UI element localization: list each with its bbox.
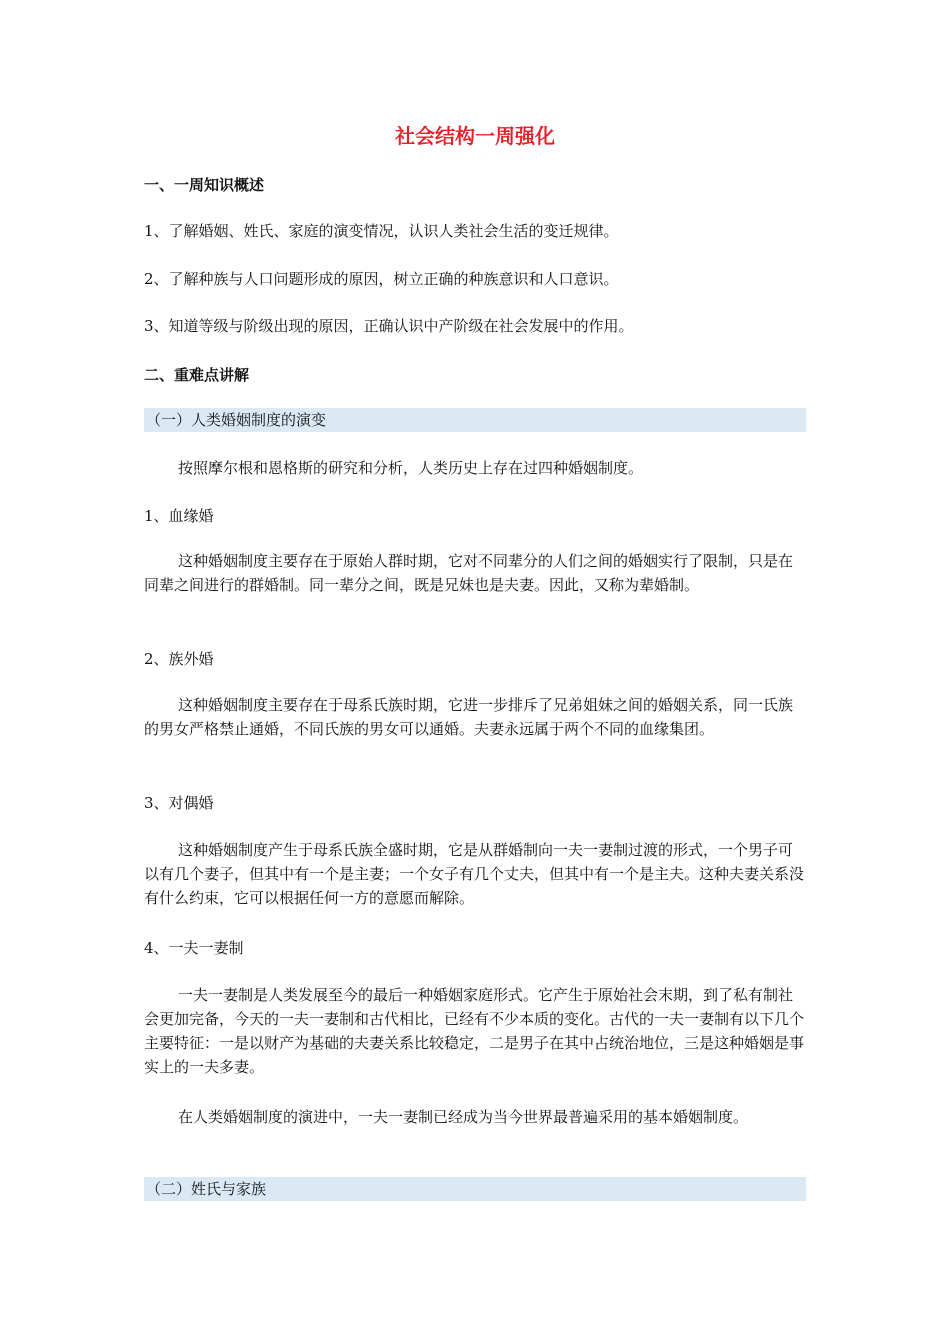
subsection-band-surnames: （二）姓氏与家族 bbox=[144, 1177, 806, 1201]
subheading-pairing-marriage: 3、对偶婚 bbox=[144, 794, 214, 812]
overview-item-1: 1、了解婚姻、姓氏、家庭的演变情况，认识人类社会生活的变迁规律。 bbox=[144, 222, 619, 240]
paragraph-monogamy: 一夫一妻制是人类发展至今的最后一种婚姻家庭形式。它产生于原始社会末期，到了私有制社会更加完备，今天的一夫一妻制和古代相比，已经有不少本质的变化。古代的一夫一妻制有以下几个主要特征：一是以财产为基础的夫妻关系比较稳定，二是男子在其中占统治地位，三是这种婚姻是事实上的一夫多妻。 bbox=[144, 986, 805, 1076]
subheading-blood-marriage: 1、血缘婚 bbox=[144, 507, 214, 525]
paragraph-monogamy-conclusion: 在人类婚姻制度的演进中，一夫一妻制已经成为当今世界最普遍采用的基本婚姻制度。 bbox=[178, 1108, 749, 1126]
paragraph-blood-marriage: 这种婚姻制度主要存在于原始人群时期，它对不同辈分的人们之间的婚姻实行了限制，只是在同辈之间进行的群婚制。同一辈分之间，既是兄妹也是夫妻。因此，又称为辈婚制。 bbox=[144, 552, 794, 594]
subheading-monogamy: 4、一夫一妻制 bbox=[144, 939, 244, 957]
paragraph-pairing-marriage: 这种婚姻制度产生于母系氏族全盛时期，它是从群婚制向一夫一妻制过渡的形式，一个男子可以有几个妻子，但其中有一个是主妻；一个女子有几个丈夫，但其中有一个是主夫。这种夫妻关系没有什么约束，它可以根据任何一方的意愿而解除。 bbox=[144, 841, 805, 907]
marriage-intro: 按照摩尔根和恩格斯的研究和分析，人类历史上存在过四种婚姻制度。 bbox=[178, 459, 644, 477]
paragraph-exogamy: 这种婚姻制度主要存在于母系氏族时期，它进一步排斥了兄弟姐妹之间的婚姻关系，同一氏族的男女严格禁止通婚，不同氏族的男女可以通婚。夫妻永远属于两个不同的血缘集团。 bbox=[144, 696, 794, 738]
subsection-band-marriage: （一）人类婚姻制度的演变 bbox=[144, 408, 806, 432]
section-heading-key-points: 二、重难点讲解 bbox=[144, 366, 250, 384]
subheading-exogamy: 2、族外婚 bbox=[144, 650, 214, 668]
page-title: 社会结构一周强化 bbox=[395, 124, 555, 148]
section-heading-overview: 一、一周知识概述 bbox=[144, 176, 265, 194]
overview-item-3: 3、知道等级与阶级出现的原因，正确认识中产阶级在社会发展中的作用。 bbox=[144, 317, 634, 335]
overview-item-2: 2、了解种族与人口问题形成的原因，树立正确的种族意识和人口意识。 bbox=[144, 270, 619, 288]
